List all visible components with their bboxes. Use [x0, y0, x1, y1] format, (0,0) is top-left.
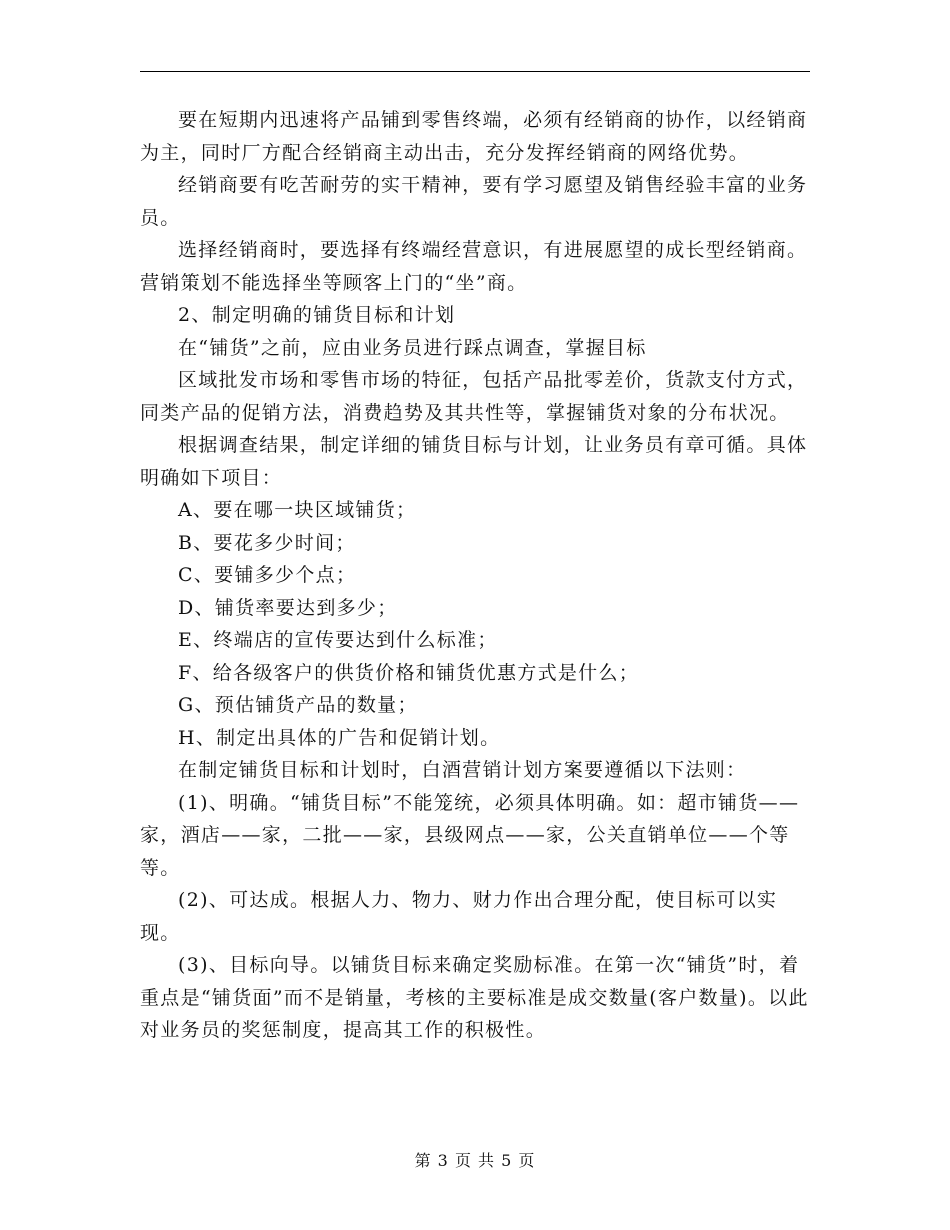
list-item: A、要在哪一块区域铺货； [178, 499, 417, 521]
document-body [140, 104, 810, 1047]
section-heading: 2、制定明确的铺货目标和计划 [178, 304, 456, 326]
paragraph: (3)、目标向导。以铺货目标来确定奖励标准。在第一次“铺货”时，着重点是“铺货面”而不是销量，考核的主要标准是成交数量(客户数量)。以此对业务员的奖惩制度，提高其工作的积极性。 [140, 954, 809, 1041]
paragraph: 在“铺货”之前，应由业务员进行踩点调查，掌握目标 [178, 336, 647, 359]
list-item: D、铺货率要达到多少； [178, 596, 398, 619]
list-item: F、给各级客户的供货价格和铺货优惠方式是什么； [178, 661, 640, 684]
list-item: G、预估铺货产品的数量； [178, 694, 418, 716]
paragraph: 选择经销商时，要选择有终端经营意识，有进展愿望的成长型经销商。营销策划不能选择坐等顾客上门的“坐”商。 [140, 239, 808, 294]
list-item: E、终端店的宣传要达到什么标准； [178, 629, 498, 651]
paragraph: (2)、可达成。根据人力、物力、财力作出合理分配，使目标可以实现。 [140, 889, 778, 944]
paragraph: 经销商要有吃苦耐劳的实干精神，要有学习愿望及销售经验丰富的业务员。 [140, 174, 808, 229]
page-footer: 第 3 页 共 5 页 [414, 1151, 536, 1170]
paragraph: 根据调查结果，制定详细的铺货目标与计划，让业务员有章可循。具体明确如下项目： [140, 434, 808, 489]
paragraph: 要在短期内迅速将产品铺到零售终端，必须有经销商的协作，以经销商为主，同时厂方配合经销商主动出击，充分发挥经销商的网络优势。 [140, 109, 808, 164]
list-item: C、要铺多少个点； [178, 564, 357, 586]
list-item: B、要花多少时间； [178, 531, 356, 554]
list-item: H、制定出具体的广告和促销计划。 [178, 726, 501, 749]
paragraph: (1)、明确。“铺货目标”不能笼统，必须具体明确。如：超市铺货——家，酒店——家，二批——家，县级网点——家，公关直销单位——个等等。 [140, 791, 800, 879]
paragraph: 在制定铺货目标和计划时，白酒营销计划方案要遵循以下法则： [178, 759, 747, 781]
header-rule [140, 71, 810, 72]
paragraph: 区域批发市场和零售市场的特征，包括产品批零差价，货款支付方式，同类产品的促销方法，消费趋势及其共性等，掌握铺货对象的分布状况。 [140, 369, 808, 424]
